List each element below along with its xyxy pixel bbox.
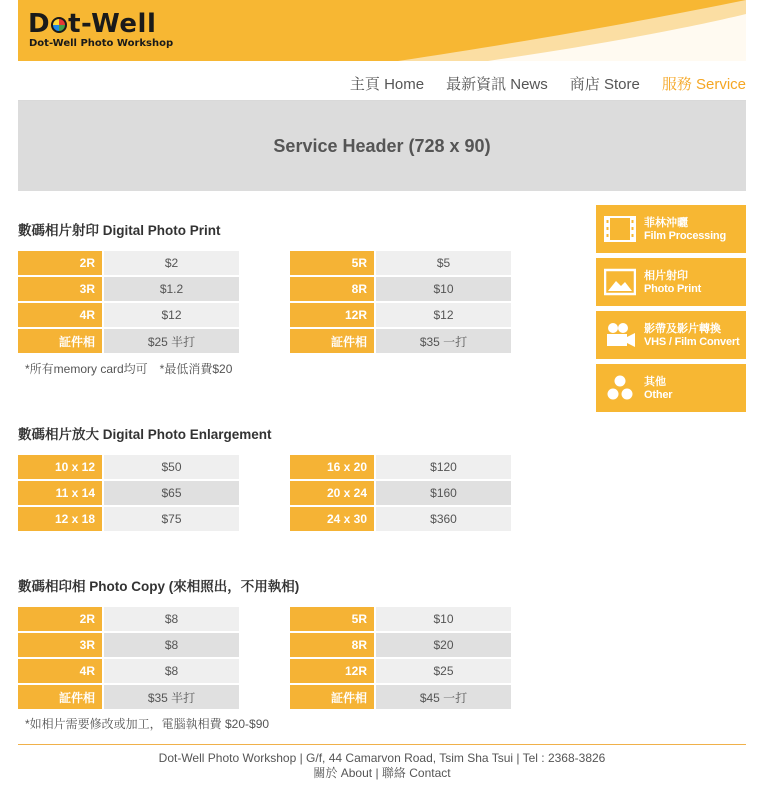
sidebar-item-label-zh: 其他 — [644, 376, 666, 388]
size-label: 3R — [18, 277, 104, 301]
logo-dot-icon — [51, 17, 67, 33]
logo-subtitle: Dot-Well Photo Workshop — [29, 38, 174, 49]
sidebar-item-label-en: Photo Print — [644, 283, 702, 295]
price-value: $5 — [376, 251, 511, 275]
price-value: $10 — [376, 277, 511, 301]
sidebar-item-other[interactable] — [596, 364, 746, 412]
table-row — [290, 481, 511, 505]
site-banner — [18, 0, 746, 61]
site-logo[interactable]: D t-Well — [28, 9, 157, 39]
table-row — [18, 251, 239, 275]
sidebar-item-label-zh: 相片射印 — [644, 270, 688, 282]
price-value: $2 — [104, 251, 239, 275]
table-row — [290, 455, 511, 479]
footer-separator: | — [375, 766, 379, 780]
sidebar-item-film-processing[interactable] — [596, 205, 746, 253]
size-label: 証件相 — [290, 685, 376, 709]
table-row — [18, 329, 239, 353]
section-title-copy: 數碼相印相 Photo Copy (來相照出，不用執相) — [18, 579, 300, 594]
size-label: 24 x 30 — [290, 507, 376, 531]
image-icon — [604, 268, 636, 296]
table-row — [290, 659, 511, 683]
nav-store[interactable]: 商店 Store — [569, 76, 640, 93]
size-label: 証件相 — [18, 329, 104, 353]
size-label: 8R — [290, 277, 376, 301]
table-row — [18, 303, 239, 327]
price-table-copy-left — [18, 605, 239, 711]
sidebar-item-label-en: Film Processing — [644, 230, 726, 242]
sidebar-item-label-en: VHS / Film Convert — [644, 336, 740, 348]
table-row — [18, 659, 239, 683]
table-row — [290, 251, 511, 275]
sidebar-item-label-zh: 影帶及影片轉換 — [644, 323, 721, 335]
table-row — [18, 481, 239, 505]
section-title-enlarge: 數碼相片放大 Digital Photo Enlargement — [18, 427, 272, 442]
size-label: 16 x 20 — [290, 455, 376, 479]
size-label: 11 x 14 — [18, 481, 104, 505]
footer-about-link[interactable]: 關於 About — [313, 766, 373, 780]
sidebar-item-photo-print[interactable] — [596, 258, 746, 306]
price-value: $35 一打 — [376, 329, 511, 353]
size-label: 12R — [290, 659, 376, 683]
table-row — [18, 685, 239, 709]
price-value: $120 — [376, 455, 511, 479]
size-label: 2R — [18, 251, 104, 275]
size-label: 20 x 24 — [290, 481, 376, 505]
sidebar-item-label-en: Other — [644, 389, 673, 401]
price-value: $35 半打 — [104, 685, 239, 709]
price-value: $12 — [376, 303, 511, 327]
size-label: 4R — [18, 303, 104, 327]
price-value: $8 — [104, 659, 239, 683]
price-table-print-left — [18, 249, 239, 355]
table-row — [290, 277, 511, 301]
price-table-enlarge-right — [290, 453, 511, 533]
size-label: 3R — [18, 633, 104, 657]
nav-home[interactable]: 主頁 Home — [349, 76, 425, 93]
footer — [18, 751, 746, 781]
price-value: $12 — [104, 303, 239, 327]
price-table-print-right — [290, 249, 511, 355]
footer-address: Dot-Well Photo Workshop | G/f, 44 Camarvon Road, Tsim Sha Tsui | Tel : 2368-3826 — [158, 751, 606, 765]
size-label: 証件相 — [18, 685, 104, 709]
price-value: $10 — [376, 607, 511, 631]
table-row — [18, 277, 239, 301]
price-value: $50 — [104, 455, 239, 479]
print-note: *所有memory card均可 *最低消費$20 — [25, 362, 233, 376]
price-value: $25 — [376, 659, 511, 683]
footer-contact-link[interactable]: 聯絡 Contact — [381, 766, 451, 780]
size-label: 5R — [290, 607, 376, 631]
size-label: 12R — [290, 303, 376, 327]
table-row — [18, 607, 239, 631]
price-value: $8 — [104, 607, 239, 631]
size-label: 証件相 — [290, 329, 376, 353]
price-value: $160 — [376, 481, 511, 505]
table-row — [18, 633, 239, 657]
price-table-copy-right — [290, 605, 511, 711]
size-label: 8R — [290, 633, 376, 657]
table-row — [18, 507, 239, 531]
footer-divider — [18, 744, 746, 745]
price-value: $1.2 — [104, 277, 239, 301]
nav-service[interactable]: 服務 Service — [661, 76, 746, 93]
video-camera-icon — [604, 321, 636, 349]
table-row — [290, 633, 511, 657]
price-value: $360 — [376, 507, 511, 531]
size-label: 2R — [18, 607, 104, 631]
size-label: 12 x 18 — [18, 507, 104, 531]
service-header: Service Header (728 x 90) — [18, 101, 746, 191]
price-value: $20 — [376, 633, 511, 657]
copy-note: *如相片需要修改或加工，電腦執相費 $20-$90 — [25, 717, 270, 731]
section-title-print: 數碼相片射印 Digital Photo Print — [18, 223, 221, 238]
price-value: $45 一打 — [376, 685, 511, 709]
price-value: $65 — [104, 481, 239, 505]
table-row — [290, 685, 511, 709]
price-value: $25 半打 — [104, 329, 239, 353]
table-row — [290, 329, 511, 353]
table-row — [18, 455, 239, 479]
sidebar-item-label-zh: 菲林沖曬 — [644, 217, 688, 229]
size-label: 4R — [18, 659, 104, 683]
footer-links — [18, 766, 746, 781]
size-label: 5R — [290, 251, 376, 275]
film-icon — [604, 215, 636, 243]
table-row — [290, 607, 511, 631]
price-value: $75 — [104, 507, 239, 531]
size-label: 10 x 12 — [18, 455, 104, 479]
table-row — [290, 507, 511, 531]
sidebar-item-vhs-film-convert[interactable] — [596, 311, 746, 359]
price-table-enlarge-left — [18, 453, 239, 533]
nav-news[interactable]: 最新資訊 News — [446, 76, 548, 93]
main-nav — [350, 73, 746, 94]
dots-icon — [604, 374, 636, 402]
table-row — [290, 303, 511, 327]
price-value: $8 — [104, 633, 239, 657]
